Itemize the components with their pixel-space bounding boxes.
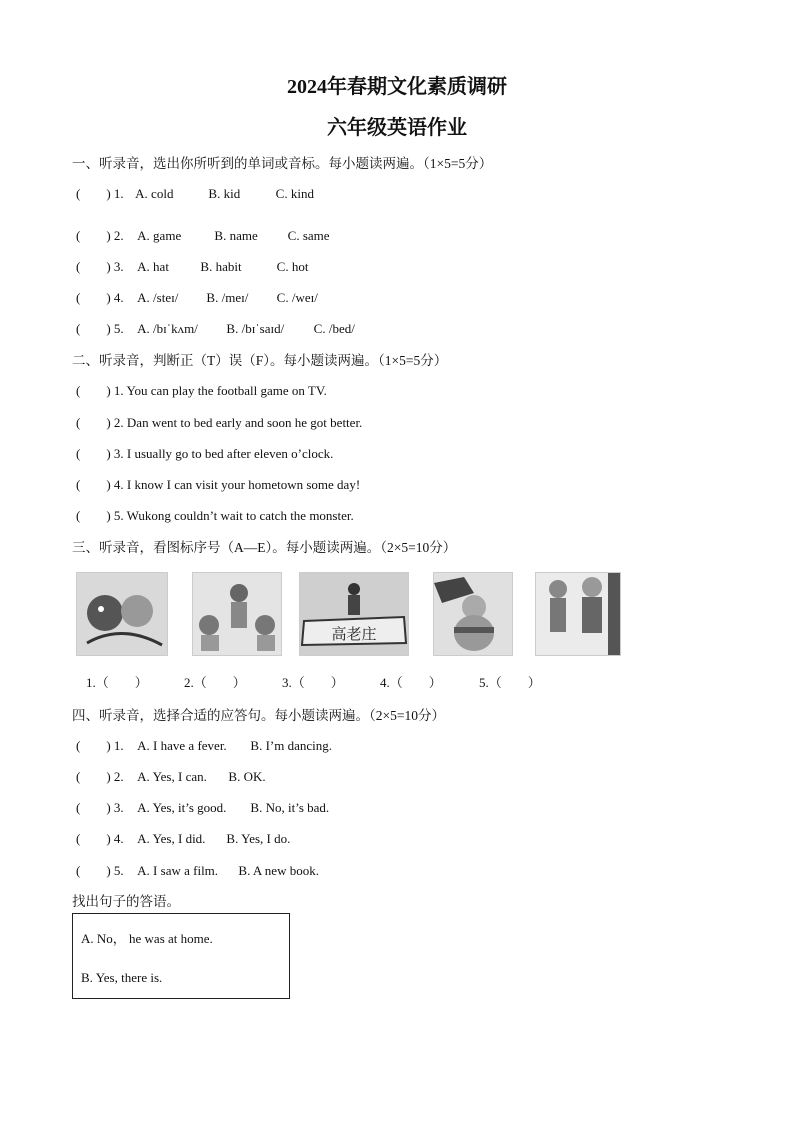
s1-item-3 bbox=[76, 256, 308, 275]
option-c: C. /bed/ bbox=[313, 321, 355, 336]
answer-blank[interactable]: ( ) bbox=[76, 831, 111, 846]
option-a: A. Yes, I did. bbox=[137, 831, 206, 846]
option-b: B. name bbox=[214, 228, 258, 243]
option-a: A. Yes, it’s good. bbox=[137, 800, 227, 815]
answer-blank[interactable]: ( ) bbox=[76, 383, 111, 398]
s4-item-5 bbox=[76, 860, 319, 879]
pic-answer-1[interactable]: 1.（ ） bbox=[86, 675, 148, 690]
picture-2-characters bbox=[192, 572, 282, 656]
s2-item-4 bbox=[76, 474, 360, 493]
option-b: B. /meɪ/ bbox=[206, 290, 249, 305]
answer-blank[interactable]: ( ) bbox=[76, 259, 111, 274]
answer-blank[interactable]: ( ) bbox=[76, 446, 111, 461]
item-number: 5. bbox=[113, 321, 124, 336]
s2-item-1 bbox=[76, 380, 327, 399]
picture-3-gate bbox=[299, 572, 409, 656]
picture-1-monster-fight bbox=[76, 572, 168, 656]
gate-sign-text: 高老庄 bbox=[331, 625, 377, 643]
item-number: 1. bbox=[113, 738, 124, 753]
statement: 4. I know I can visit your hometown some day! bbox=[113, 477, 361, 492]
s4-item-2 bbox=[76, 766, 266, 785]
section3-heading: 三、听录音，看图标序号（A—E）。每小题读两遍。（2×5=10分） bbox=[72, 540, 457, 555]
answer-blank[interactable]: ( ) bbox=[76, 290, 111, 305]
illustration-icon bbox=[434, 573, 512, 655]
option-a: A. Yes, I can. bbox=[137, 769, 207, 784]
statement: 2. Dan went to bed early and soon he got better. bbox=[113, 415, 363, 430]
answer-options-box bbox=[72, 913, 290, 999]
statement: 5. Wukong couldn’t wait to catch the monster. bbox=[113, 508, 354, 523]
page-title: 2024年春期文化素质调研 bbox=[287, 76, 507, 98]
item-number: 1. bbox=[113, 186, 124, 201]
option-c: C. /weɪ/ bbox=[276, 290, 318, 305]
s1-item-4 bbox=[76, 287, 318, 306]
pic-answer-2[interactable]: 2.（ ） bbox=[184, 675, 246, 690]
answer-blank[interactable]: ( ) bbox=[76, 186, 111, 201]
s1-item-1 bbox=[76, 183, 314, 202]
option-a: A. /bɪˈkʌm/ bbox=[137, 321, 198, 336]
option-b: B. Yes, I do. bbox=[226, 831, 291, 846]
item-number: 2. bbox=[113, 228, 124, 243]
s4-item-1 bbox=[76, 735, 332, 754]
statement: 1. You can play the football game on TV. bbox=[113, 383, 327, 398]
option-a: A. I have a fever. bbox=[137, 738, 227, 753]
answer-blank[interactable]: ( ) bbox=[76, 863, 111, 878]
option-a: A. hat bbox=[137, 259, 169, 274]
item-number: 3. bbox=[113, 800, 124, 815]
option-c: C. kind bbox=[275, 186, 314, 201]
answer-blank[interactable]: ( ) bbox=[76, 415, 111, 430]
s4-item-4 bbox=[76, 828, 290, 847]
s2-item-2 bbox=[76, 412, 362, 431]
answer-blank[interactable]: ( ) bbox=[76, 228, 111, 243]
item-number: 2. bbox=[113, 769, 124, 784]
answer-blank[interactable]: ( ) bbox=[76, 321, 111, 336]
illustration-icon bbox=[536, 573, 620, 655]
option-b: B. /bɪˈsaɪd/ bbox=[226, 321, 285, 336]
option-a: A. /steɪ/ bbox=[137, 290, 179, 305]
picture-4-pig bbox=[433, 572, 513, 656]
section5-heading: 找出句子的答语。 bbox=[72, 894, 180, 909]
answer-blank[interactable]: ( ) bbox=[76, 800, 111, 815]
option-b: B. habit bbox=[200, 259, 242, 274]
s1-item-5 bbox=[76, 318, 355, 337]
section2-heading: 二、听录音，判断正（T）误（F）。每小题读两遍。（1×5=5分） bbox=[72, 353, 448, 368]
pic-answer-4[interactable]: 4.（ ） bbox=[380, 675, 442, 690]
option-c: C. hot bbox=[276, 259, 309, 274]
option-a: A. I saw a film. bbox=[137, 863, 219, 878]
page-subtitle: 六年级英语作业 bbox=[327, 117, 467, 139]
picture-5-travelers bbox=[535, 572, 621, 656]
option-a: A. cold bbox=[135, 186, 174, 201]
answer-blank[interactable]: ( ) bbox=[76, 477, 111, 492]
illustration-icon bbox=[300, 573, 408, 655]
option-b: B. A new book. bbox=[238, 863, 319, 878]
option-b: B. OK. bbox=[228, 769, 266, 784]
s2-item-5 bbox=[76, 505, 354, 524]
option-c: C. same bbox=[287, 228, 330, 243]
item-number: 4. bbox=[113, 831, 124, 846]
option-a: A. No， he was at home. bbox=[81, 931, 213, 946]
s1-item-2 bbox=[76, 225, 330, 244]
pic-answer-5[interactable]: 5.（ ） bbox=[479, 675, 541, 690]
answer-blank[interactable]: ( ) bbox=[76, 769, 111, 784]
option-b: B. Yes, there is. bbox=[81, 970, 163, 985]
answer-blank[interactable]: ( ) bbox=[76, 738, 111, 753]
section1-heading: 一、听录音，选出你所听到的单词或音标。每小题读两遍。（1×5=5分） bbox=[72, 156, 493, 171]
item-number: 5. bbox=[113, 863, 124, 878]
s2-item-3 bbox=[76, 443, 333, 462]
statement: 3. I usually go to bed after eleven o’clock. bbox=[113, 446, 334, 461]
section4-heading: 四、听录音，选择合适的应答句。每小题读两遍。（2×5=10分） bbox=[72, 708, 445, 723]
option-a: A. game bbox=[137, 228, 182, 243]
option-b: B. No, it’s bad. bbox=[250, 800, 330, 815]
illustration-icon bbox=[77, 573, 167, 655]
pic-answer-3[interactable]: 3.（ ） bbox=[282, 675, 344, 690]
option-b: B. kid bbox=[208, 186, 241, 201]
illustration-icon bbox=[193, 573, 281, 655]
s4-item-3 bbox=[76, 797, 329, 816]
answer-blank[interactable]: ( ) bbox=[76, 508, 111, 523]
item-number: 4. bbox=[113, 290, 124, 305]
item-number: 3. bbox=[113, 259, 124, 274]
option-b: B. I’m dancing. bbox=[250, 738, 333, 753]
